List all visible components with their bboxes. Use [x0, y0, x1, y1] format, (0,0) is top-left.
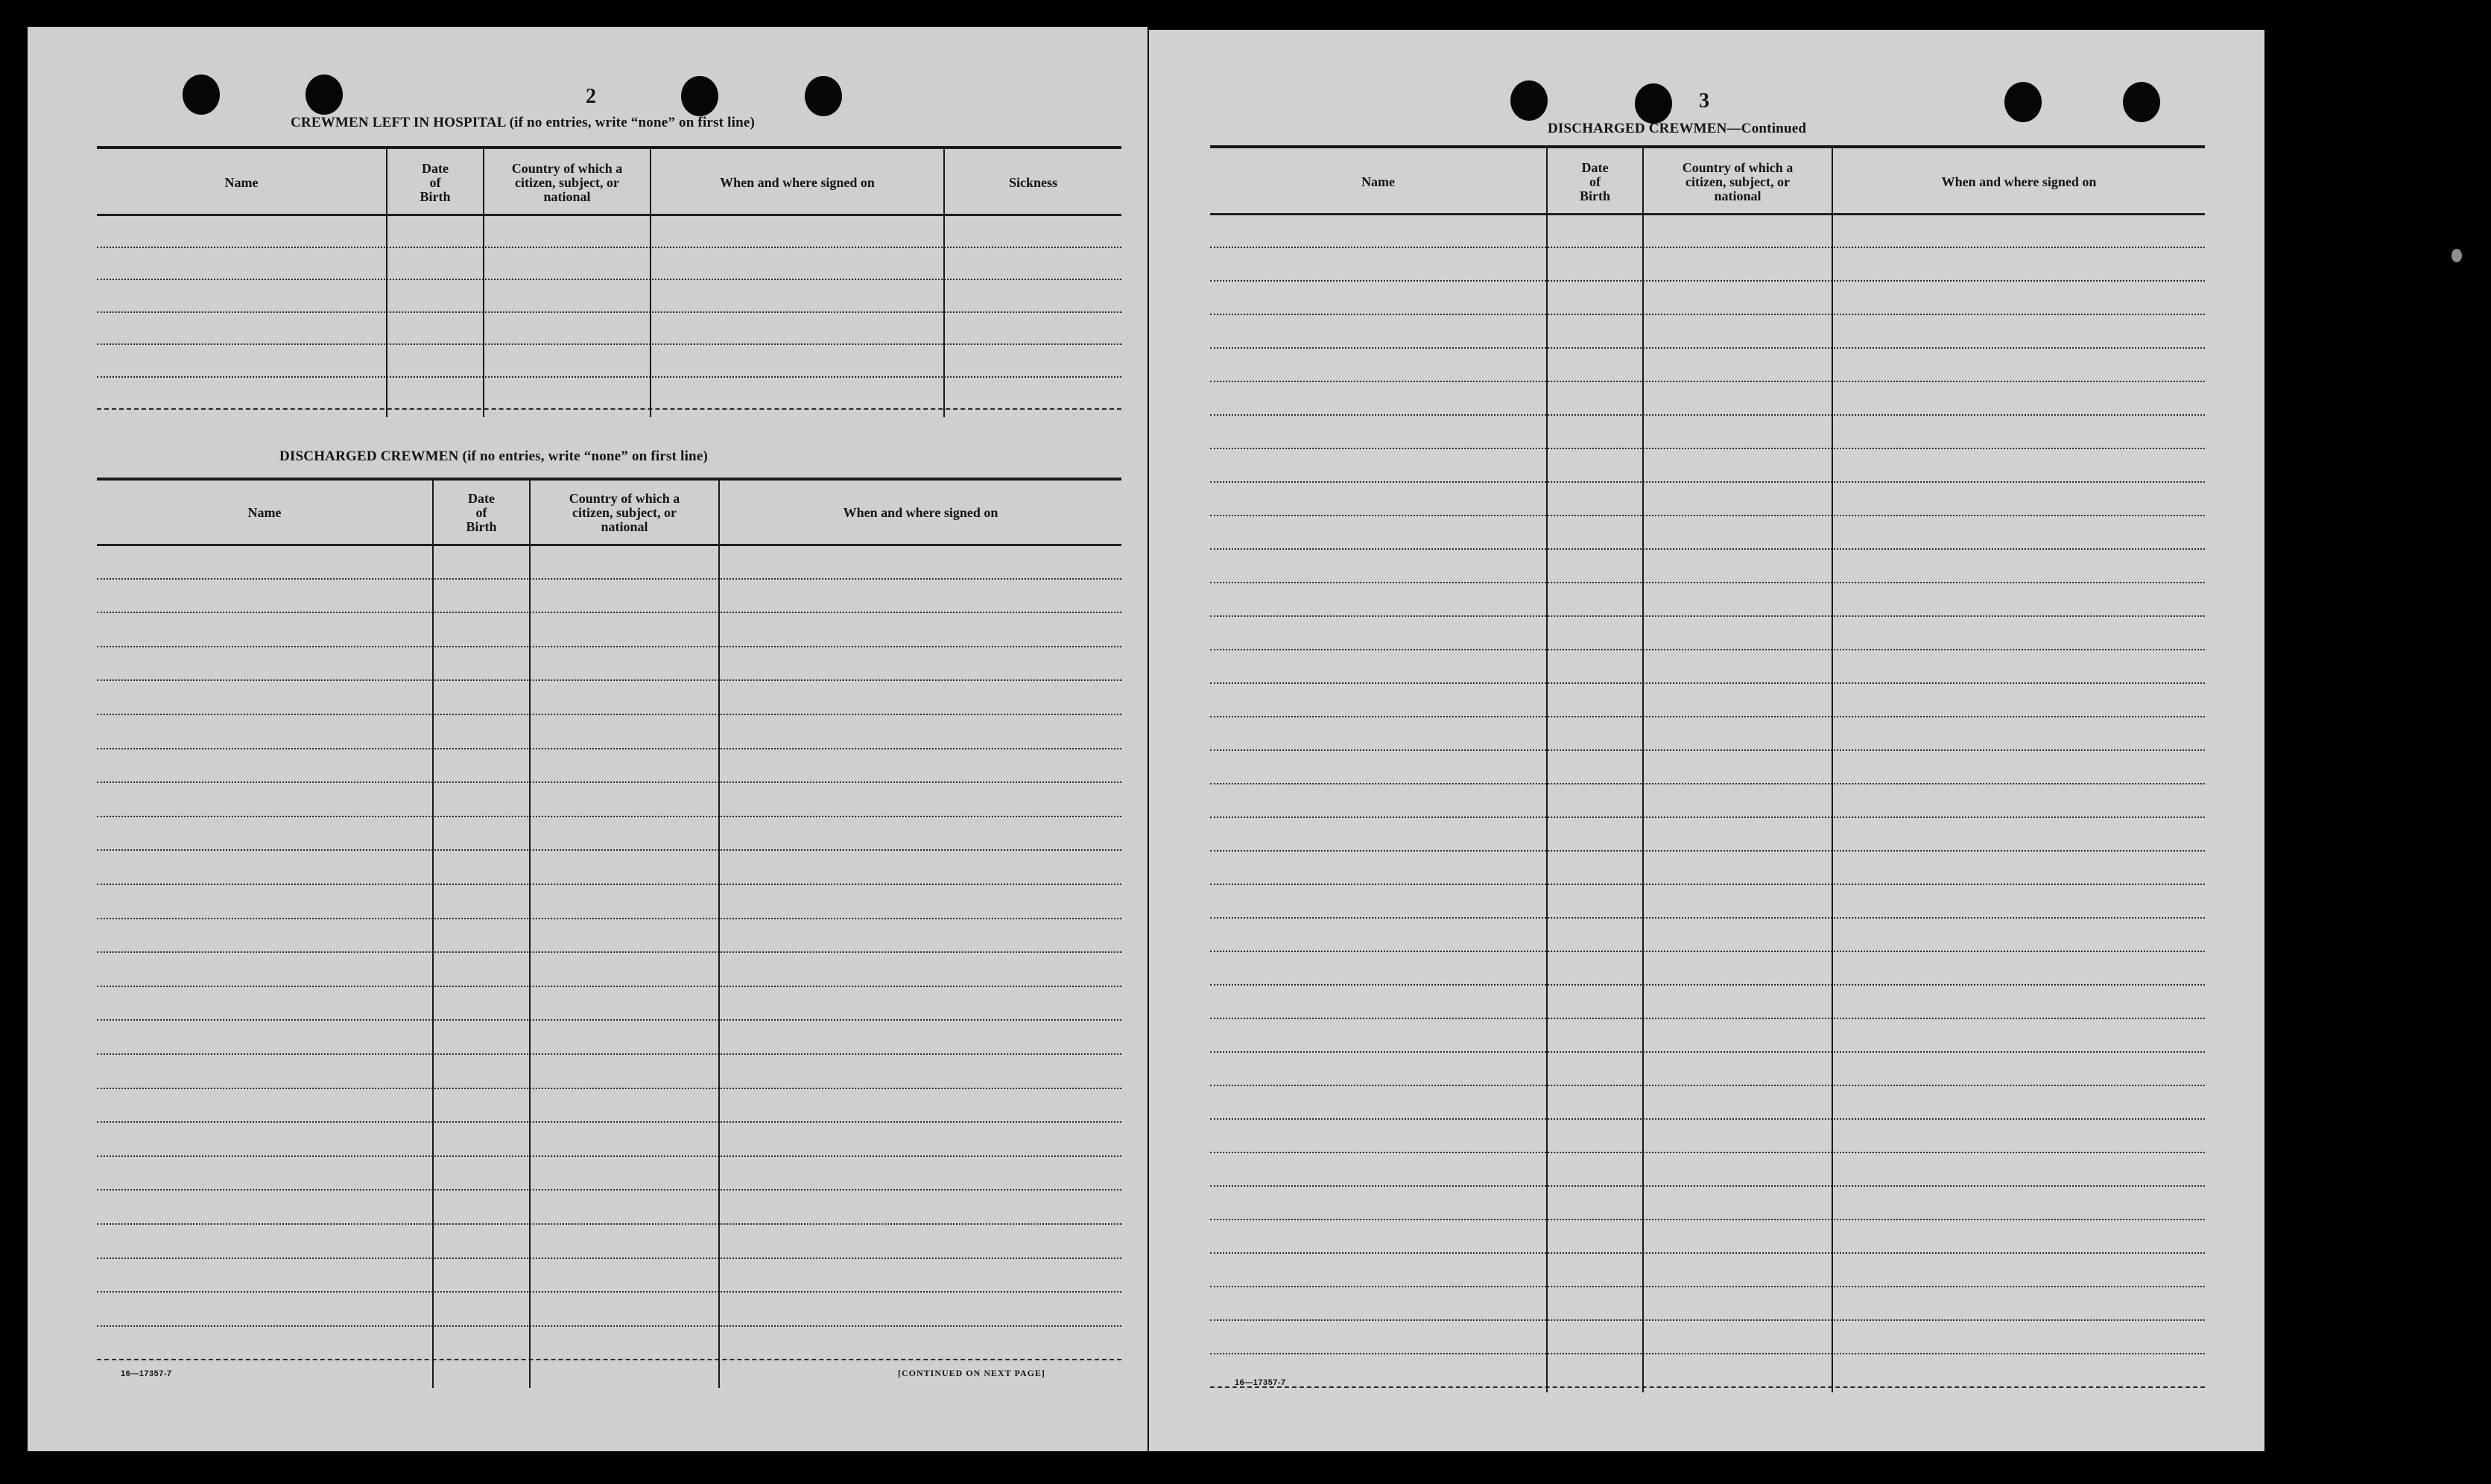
table-row: [1210, 649, 2205, 650]
table-row: [1210, 749, 2205, 751]
table-row: [97, 1359, 1121, 1360]
column-divider: [943, 148, 945, 417]
table-top-rule: [97, 146, 1121, 149]
page-number: 3: [1699, 89, 1709, 112]
table-row: [1210, 414, 2205, 416]
continued-note: [CONTINUED ON NEXT PAGE]: [898, 1368, 1045, 1378]
table-row: [97, 646, 1121, 647]
table-row: [1210, 984, 2205, 986]
table-row: [97, 1121, 1121, 1123]
table-row: [1210, 850, 2205, 852]
table-row: [1210, 917, 2205, 919]
form-number: 16—17357-7: [121, 1369, 172, 1378]
table-row: [1210, 1085, 2205, 1086]
punch-hole: [2123, 82, 2160, 122]
table-row: [1210, 816, 2205, 818]
column-divider: [386, 148, 387, 417]
table-row: [97, 679, 1121, 681]
table-top-rule: [1210, 145, 2205, 148]
col-head-name: Name: [224, 174, 259, 190]
table-row: [1210, 515, 2205, 516]
header-rule: [97, 544, 1121, 546]
table-row: [1210, 280, 2205, 282]
table-row: [1210, 314, 2205, 315]
table-row: [1210, 1118, 2205, 1120]
table-row: [97, 849, 1121, 851]
table-row: [1210, 1219, 2205, 1220]
punch-hole: [805, 76, 842, 116]
table-row: [97, 1223, 1121, 1225]
hospital-section-title: CREWMEN LEFT IN HOSPITAL (if no entries, write “none” on first line): [291, 115, 756, 130]
table-row: [97, 376, 1121, 378]
table-row: [1210, 716, 2205, 717]
table-row: [97, 343, 1121, 345]
col-head-when-where: When and where signed on: [720, 174, 875, 190]
table-row: [1210, 682, 2205, 684]
table-row: [97, 311, 1121, 313]
col-head-when-where: When and where signed on: [1941, 174, 2097, 189]
column-divider: [650, 148, 651, 417]
table-row: [1210, 1152, 2205, 1153]
table-row: [97, 951, 1121, 953]
table-row: [97, 986, 1121, 987]
table-row: [97, 1155, 1121, 1157]
table-row: [97, 1258, 1121, 1259]
col-head-date-of-birth: Date of Birth: [466, 490, 497, 534]
col-head-sickness: Sickness: [1008, 174, 1058, 190]
punch-hole: [1635, 83, 1672, 124]
punch-hole: [681, 76, 718, 116]
table-top-rule: [97, 478, 1121, 481]
col-head-country: Country of which a citizen, subject, or national: [1682, 159, 1794, 203]
table-row: [1210, 1386, 2205, 1388]
column-divider: [1832, 147, 1833, 1392]
col-head-date-of-birth: Date of Birth: [420, 160, 451, 204]
table-row: [1210, 548, 2205, 550]
table-row: [1210, 1018, 2205, 1019]
column-divider: [529, 479, 531, 1388]
table-row: [1210, 1319, 2205, 1321]
punch-hole: [306, 74, 343, 115]
table-row: [1210, 381, 2205, 382]
page-number: 2: [586, 85, 596, 108]
form-number: 16—17357-7: [1235, 1378, 1286, 1387]
column-divider: [718, 479, 720, 1388]
table-row: [97, 1088, 1121, 1089]
table-row: [97, 578, 1121, 580]
table-row: [97, 884, 1121, 885]
col-head-name: Name: [247, 504, 282, 520]
table-row: [1210, 783, 2205, 784]
discharged-continued-title: DISCHARGED CREWMEN—Continued: [1548, 121, 1807, 136]
column-divider: [432, 479, 434, 1388]
table-row: [1210, 1286, 2205, 1287]
table-row: [97, 612, 1121, 613]
column-divider: [1642, 147, 1644, 1392]
table-row: [97, 1053, 1121, 1055]
col-head-country: Country of which a citizen, subject, or national: [511, 160, 623, 204]
table-row: [97, 918, 1121, 919]
table-row: [1210, 1353, 2205, 1354]
scan-speck: [2452, 249, 2462, 262]
table-row: [1210, 615, 2205, 617]
table-row: [97, 279, 1121, 280]
col-head-when-where: When and where signed on: [843, 504, 998, 520]
table-row: [97, 1291, 1121, 1293]
table-row: [1210, 884, 2205, 885]
header-rule: [1210, 213, 2205, 215]
discharged-continued-table: [1210, 145, 2205, 1398]
table-row: [97, 1019, 1121, 1021]
column-divider: [483, 148, 484, 417]
discharged-table: [97, 478, 1121, 1385]
table-row: [97, 1325, 1121, 1327]
table-row: [1210, 951, 2205, 952]
col-head-country: Country of which a citizen, subject, or national: [569, 490, 680, 534]
table-row: [1210, 1051, 2205, 1053]
table-row: [1210, 582, 2205, 583]
table-row: [97, 408, 1121, 410]
hospital-table: [97, 146, 1121, 455]
table-row: [97, 816, 1121, 817]
table-row: [1210, 1252, 2205, 1254]
punch-hole: [2004, 82, 2042, 122]
form-page-right: [1149, 30, 2264, 1451]
table-row: [1210, 448, 2205, 449]
table-row: [97, 247, 1121, 248]
table-row: [1210, 347, 2205, 349]
punch-hole: [183, 74, 220, 115]
punch-hole: [1510, 80, 1548, 121]
table-row: [1210, 1185, 2205, 1187]
table-row: [97, 781, 1121, 783]
table-row: [97, 1189, 1121, 1190]
form-page-left: [28, 27, 1148, 1451]
col-head-date-of-birth: Date of Birth: [1579, 159, 1610, 203]
header-rule: [97, 214, 1121, 216]
table-row: [1210, 247, 2205, 248]
table-row: [1210, 481, 2205, 483]
column-divider: [1546, 147, 1548, 1392]
col-head-name: Name: [1361, 174, 1395, 189]
discharged-section-title: DISCHARGED CREWMEN (if no entries, write “none” on first line): [279, 448, 708, 464]
table-row: [97, 714, 1121, 715]
table-row: [97, 748, 1121, 749]
